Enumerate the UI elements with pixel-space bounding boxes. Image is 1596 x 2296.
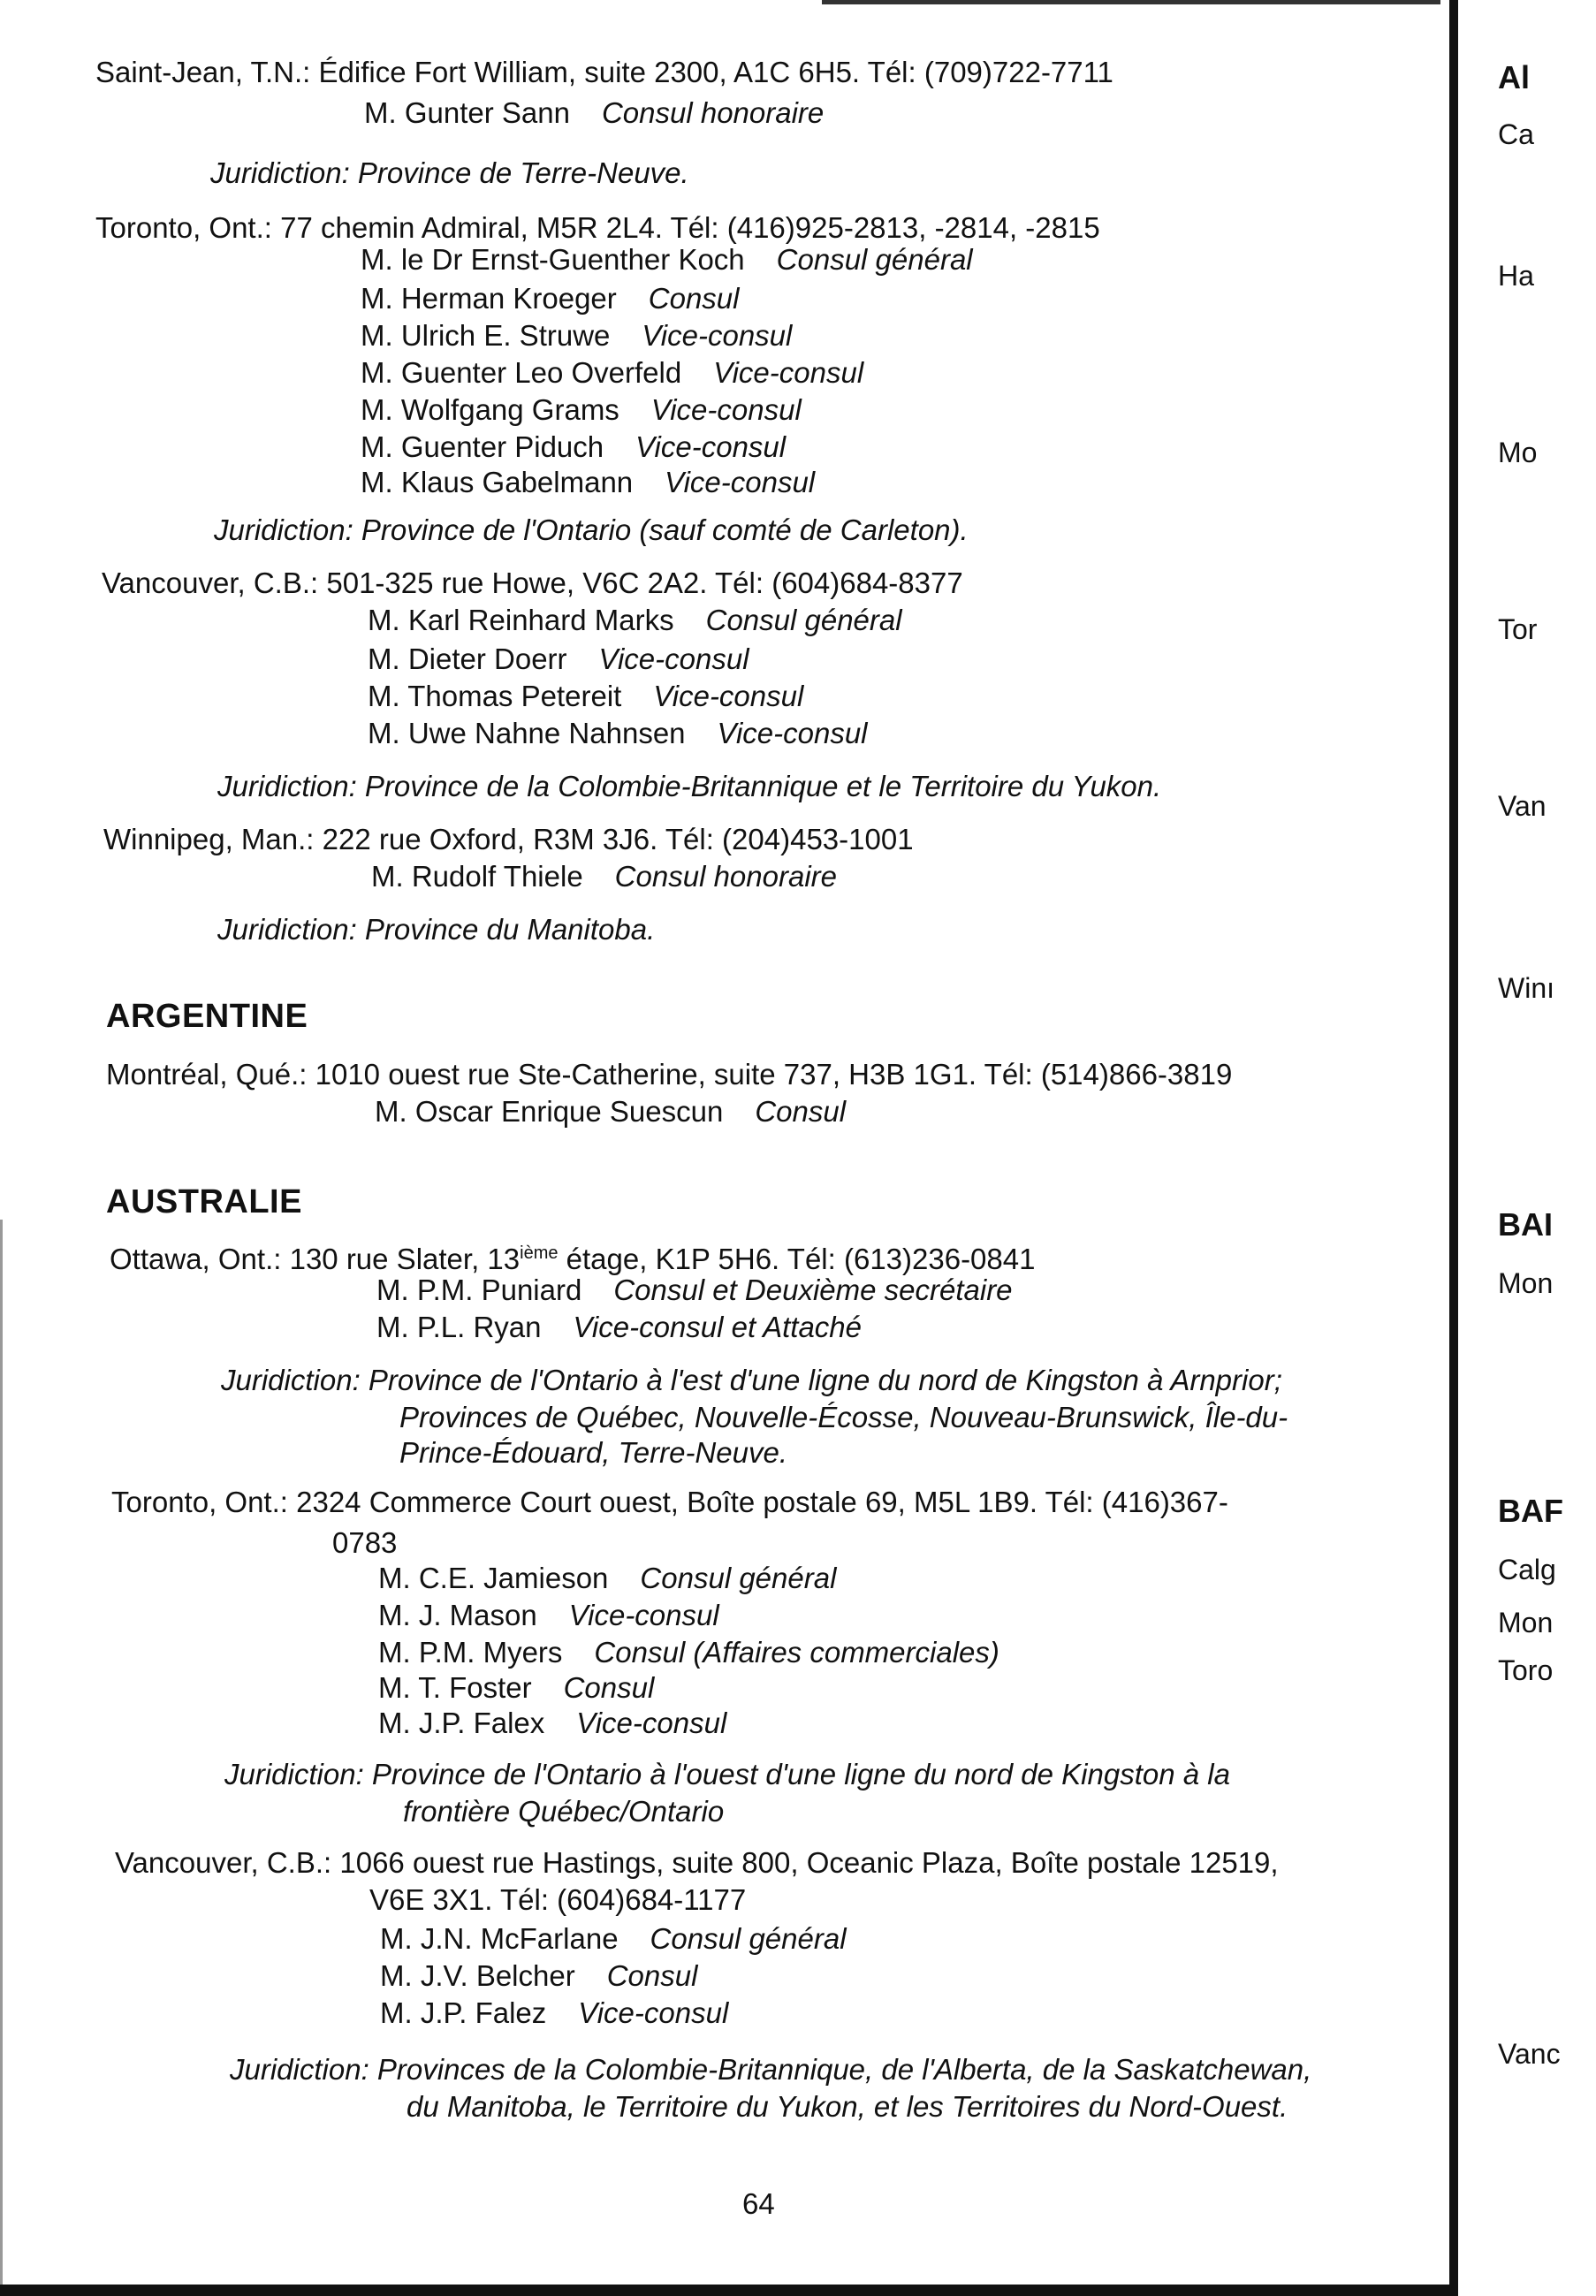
juridiction-line: Juridiction: Province de l'Ontario à l'ouest d'une ligne du nord de Kingston à la <box>224 1758 1230 1790</box>
adjacent-page-fragment: Winı <box>1498 972 1554 1004</box>
staff-line: M. Gunter Sann Consul honoraire <box>364 96 825 129</box>
staff-line: M. Thomas Petereit Vice-consul <box>368 680 804 712</box>
adjacent-page-fragment: Mon <box>1498 1267 1554 1299</box>
entry-address-line: 0783 <box>332 1526 398 1559</box>
page-number: 64 <box>742 2187 775 2220</box>
staff-line: M. Guenter Piduch Vice-consul <box>361 430 787 463</box>
entry-address-line: Winnipeg, Man.: 222 rue Oxford, R3M 3J6. Tél: (204)453-1001 <box>103 823 914 855</box>
staff-line: M. J.P. Falex Vice-consul <box>378 1707 727 1739</box>
juridiction-line: Juridiction: Province de la Colombie-Britannique et le Territoire du Yukon. <box>217 770 1162 802</box>
adjacent-page-fragment: Van <box>1498 790 1547 822</box>
staff-line: M. Guenter Leo Overfeld Vice-consul <box>361 356 864 389</box>
staff-line: M. P.M. Myers Consul (Affaires commerciales) <box>378 1636 999 1669</box>
staff-line: M. Klaus Gabelmann Vice-consul <box>361 466 816 498</box>
staff-line: M. J.V. Belcher Consul <box>380 1959 698 1992</box>
adjacent-page-fragment: Mon <box>1498 1607 1554 1638</box>
adjacent-page-fragment: BAI <box>1498 1207 1553 1243</box>
entry-address-line: Toronto, Ont.: 2324 Commerce Court ouest, Boîte postale 69, M5L 1B9. Tél: (416)367- <box>111 1486 1228 1518</box>
page-gutter <box>1449 0 1458 2296</box>
staff-line: M. le Dr Ernst-Guenther Koch Consul général <box>361 243 973 276</box>
staff-line: M. C.E. Jamieson Consul général <box>378 1562 837 1594</box>
entry-address-line: Saint-Jean, T.N.: Édifice Fort William, suite 2300, A1C 6H5. Tél: (709)722-7711 <box>95 56 1113 88</box>
juridiction-line: Juridiction: Province de l'Ontario à l'est d'une ligne du nord de Kingston à Arnprior; <box>221 1364 1282 1396</box>
adjacent-page-fragment: Al <box>1498 60 1530 95</box>
adjacent-page-fragment: Vanc <box>1498 2038 1561 2070</box>
scan-edge-left <box>0 1220 3 2296</box>
scan-edge-top <box>822 0 1440 4</box>
entry-address-line: V6E 3X1. Tél: (604)684-1177 <box>369 1883 747 1916</box>
adjacent-page-fragment: Mo <box>1498 437 1538 468</box>
staff-line: M. Wolfgang Grams Vice-consul <box>361 393 802 426</box>
staff-line: M. Karl Reinhard Marks Consul général <box>368 604 902 636</box>
juridiction-line: Prince-Édouard, Terre-Neuve. <box>399 1436 787 1469</box>
juridiction-line: Juridiction: Province du Manitoba. <box>217 913 656 946</box>
adjacent-page-fragment: Tor <box>1498 613 1538 645</box>
juridiction-line: frontière Québec/Ontario <box>403 1795 725 1828</box>
section-heading-australie: AUSTRALIE <box>106 1183 302 1220</box>
staff-line: M. Oscar Enrique Suescun Consul <box>375 1095 847 1128</box>
staff-line: M. Ulrich E. Struwe Vice-consul <box>361 319 793 352</box>
juridiction-line: Juridiction: Province de l'Ontario (sauf comté de Carleton). <box>214 513 969 546</box>
adjacent-page-fragment: Ca <box>1498 118 1534 150</box>
adjacent-page-fragment: Toro <box>1498 1654 1554 1686</box>
staff-line: M. Dieter Doerr Vice-consul <box>368 642 749 675</box>
staff-line: M. T. Foster Consul <box>378 1671 655 1704</box>
staff-line: M. Rudolf Thiele Consul honoraire <box>371 860 837 893</box>
staff-line: M. J.P. Falez Vice-consul <box>380 1996 729 2029</box>
juridiction-line: Juridiction: Province de Terre-Neuve. <box>210 156 689 189</box>
staff-line: M. P.M. Puniard Consul et Deuxième secrétaire <box>376 1273 1013 1306</box>
entry-address-line: Ottawa, Ont.: 130 rue Slater, 13ième étage, K1P 5H6. Tél: (613)236-0841 <box>110 1243 1036 1275</box>
section-heading-argentine: ARGENTINE <box>106 998 308 1035</box>
entry-address-line: Vancouver, C.B.: 501-325 rue Howe, V6C 2A2. Tél: (604)684-8377 <box>102 566 963 599</box>
adjacent-page-fragment: BAF <box>1498 1494 1563 1529</box>
juridiction-line: Provinces de Québec, Nouvelle-Écosse, Nouveau-Brunswick, Île-du- <box>399 1401 1288 1433</box>
adjacent-page-fragment: Calg <box>1498 1554 1556 1585</box>
juridiction-line: Juridiction: Provinces de la Colombie-Britannique, de l'Alberta, de la Saskatchewan, <box>230 2053 1312 2086</box>
juridiction-line: du Manitoba, le Territoire du Yukon, et les Territoires du Nord-Ouest. <box>407 2090 1288 2123</box>
staff-line: M. J. Mason Vice-consul <box>378 1599 719 1631</box>
entry-address-line: Montréal, Qué.: 1010 ouest rue Ste-Catherine, suite 737, H3B 1G1. Tél: (514)866-3819 <box>106 1058 1233 1091</box>
adjacent-page-fragment: Ha <box>1498 260 1534 292</box>
staff-line: M. P.L. Ryan Vice-consul et Attaché <box>376 1311 863 1343</box>
staff-line: M. Herman Kroeger Consul <box>361 282 740 315</box>
entry-address-line: Vancouver, C.B.: 1066 ouest rue Hastings, suite 800, Oceanic Plaza, Boîte postale 12519, <box>115 1846 1279 1879</box>
entry-address-line: Toronto, Ont.: 77 chemin Admiral, M5R 2L4. Tél: (416)925-2813, -2814, -2815 <box>95 211 1100 244</box>
staff-line: M. Uwe Nahne Nahnsen Vice-consul <box>368 717 868 749</box>
scan-edge-bottom <box>0 2285 1449 2296</box>
staff-line: M. J.N. McFarlane Consul général <box>380 1922 847 1955</box>
